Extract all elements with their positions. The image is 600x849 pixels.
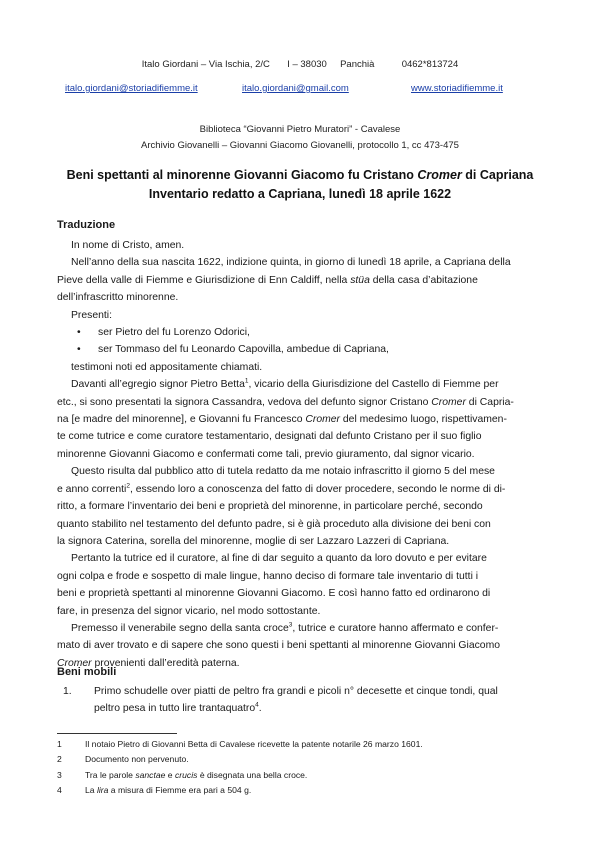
footnote: 4 La lira a misura di Fiemme era pari a 504 g.	[57, 784, 252, 795]
text-line: e anno correnti$^2$, essendo loro a conoscenza del fatto di dover procedere, secondo le norme di di-	[57, 482, 506, 495]
footnotes	[57, 737, 547, 798]
bullet-item-witness: • ser Tommaso del fu Leonardo Capovilla, ambedue di Capriana,	[57, 341, 547, 358]
footnote-separator	[57, 733, 177, 734]
translation-body	[57, 237, 547, 672]
document-title: Beni spettanti al minorenne Giovanni Giacomo fu Cristano Cromer di Capriana	[66, 168, 534, 182]
text-line: beni e proprietà spettanti al minorenne Giovanni Giacomo. E così hanno fatto ed ordinarono di	[57, 588, 491, 600]
text-line: testimoni noti ed appositamente chiamati.	[71, 361, 263, 373]
library-name: Biblioteca “Giovanni Pietro Muratori” - Cavalese	[199, 124, 401, 135]
inventory-list	[57, 683, 547, 718]
email-link-gmail[interactable]: italo.giordani@gmail.com	[242, 83, 349, 94]
text-line: Questo risulta dal pubblico atto di tutela redatto da me notaio infrascritto il giorno 5 del mese	[71, 466, 495, 478]
footnote: 1 Il notaio Pietro di Giovanni Betta di Cavalese ricevette la patente notarile 26 marzo 1601.	[57, 739, 423, 749]
bullet-icon: •	[77, 344, 81, 356]
document-subtitle: Inventario redatto a Capriana, lunedì 18 aprile 1622	[148, 187, 452, 201]
bullet-item-witness: • ser Pietro del fu Lorenzo Odorici,	[57, 324, 547, 341]
footnote-ref: 3	[288, 621, 293, 629]
footnote-ref: 2	[126, 482, 130, 490]
footnote-ref: 1	[244, 377, 249, 385]
text-line: minorenne Giovanni Giacomo e confermati come tali, previo giuramento, dal signor vicario.	[57, 448, 475, 460]
text-line: dell’infrascritto minorenne.	[57, 292, 179, 304]
text-line: Nell’anno della sua nascita 1622, indizione quinta, in giorno di lunedì 18 aprile, a Capriana della	[71, 257, 511, 269]
text-line: Cromer provenienti dall’eredità paterna.	[57, 657, 240, 669]
footnote-ref: 4	[255, 701, 259, 709]
text-line: Pieve della valle di Fiemme e Giurisdizione di Enn Caldiff, nella stüa della casa d’abitazione	[57, 274, 478, 286]
website-link[interactable]: www.storiadifiemme.it	[411, 83, 503, 94]
phone-number: 0462*813724	[401, 59, 459, 70]
inventory-item: 1. Primo schudelle over piatti de peltro fra grandi e picoli n° decesette et cinque tondi, qual	[63, 686, 498, 697]
footnote: 3 Tra le parole sanctae e crucis è disegnata una bella croce.	[57, 769, 308, 780]
text-line: ogni colpa e frode e sospetto di male lingue, hanno deciso di formare tale inventario di tutti i	[57, 570, 479, 582]
inventory-item-continuation: peltro pesa in tutto lire trantaquatro$^4$.	[94, 701, 262, 715]
text-line: fare, in presenza del signor vicario, nel modo sottostante.	[57, 605, 321, 617]
text-line: la signora Caterina, sorella del minorenne, moglie di ser Lazzaro Lazzeri di Capriana.	[57, 535, 450, 547]
section-heading-traduzione: Traduzione	[57, 219, 116, 231]
text-line: Pertanto la tutrice ed il curatore, al fine di dar seguito a quanto da loro dovuto e per evitare	[71, 553, 487, 565]
text-line: Premesso il venerabile segno della santa croce$^3$, tutrice e curatore hanno affermato e confer-	[71, 621, 499, 634]
text-line: na [e madre del minorenne], e Giovanni fu Francesco Cromer del medesimo luogo, rispettivamen-	[57, 414, 507, 426]
author-contact-line	[0, 59, 600, 70]
archive-reference: Archivio Giovanelli – Giovanni Giacomo Giovanelli, protocollo 1, cc 473-475	[141, 140, 459, 151]
text-line: Davanti all’egregio signor Pietro Betta$^1$, vicario della Giurisdizione del Castello di Fiemme per	[71, 377, 499, 391]
text-line: In nome di Cristo, amen.	[71, 240, 185, 251]
text-line: quanto stabilito nel testamento del defunto padre, si è già proceduto alla divisione dei beni con	[57, 518, 491, 530]
section-heading-beni-mobili: Beni mobili	[57, 666, 117, 678]
text-line: mato di aver trovato e di sapere che sono questi i beni spettanti al minorenne Giovanni Giacomo	[57, 640, 501, 652]
town: Panchià	[340, 59, 375, 70]
text-line: ritto, a formare l’inventario dei beni e proprietà del minorenne, in particolare perché, secondo	[57, 501, 483, 513]
footnote: 2 Documento non pervenuto.	[57, 754, 189, 765]
text-line: etc., si sono presentati la signora Cassandra, vedova del defunto signor Cristano Cromer di Capria-	[57, 396, 514, 408]
bullet-icon: •	[77, 327, 81, 339]
author-address: Italo Giordani – Via Ischia, 2/C	[141, 59, 270, 70]
email-link-storiadifiemme[interactable]: italo.giordani@storiadifiemme.it	[65, 83, 198, 94]
postal-code: I – 38030	[287, 59, 327, 70]
text-line: Presenti:	[71, 309, 113, 321]
text-line: te come tutrice e come curatore testamentario, designati dal defunto Cristano per il suo figlio	[57, 431, 482, 443]
